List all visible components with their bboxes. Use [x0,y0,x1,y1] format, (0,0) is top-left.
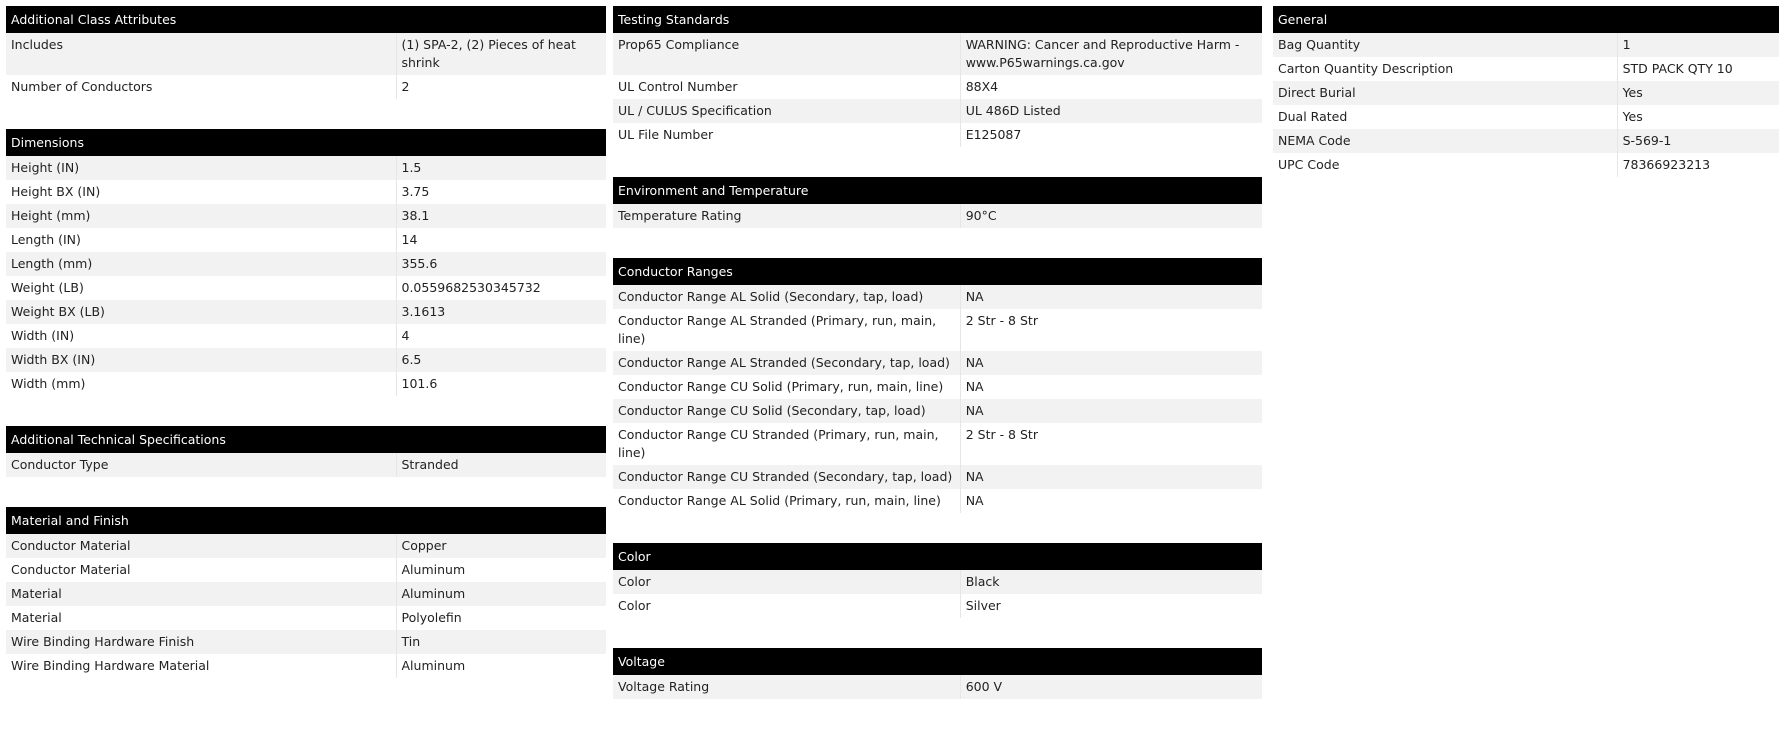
spec-table [6,534,606,678]
spec-label: Number of Conductors [6,75,396,99]
spec-value: 90°C [960,204,1262,228]
spec-row [613,594,1262,618]
spec-row [6,654,606,678]
spec-row [6,630,606,654]
spec-value: Aluminum [396,582,606,606]
spec-label: Conductor Range AL Stranded (Primary, run, main, line) [613,309,960,351]
spec-value: NA [960,285,1262,309]
spec-label: Direct Burial [1273,81,1617,105]
spec-label: NEMA Code [1273,129,1617,153]
spec-row [6,558,606,582]
spec-row [613,285,1262,309]
spec-table [613,285,1262,513]
spec-label: UL File Number [613,123,960,147]
section-title: Material and Finish [6,507,606,534]
spec-table [6,33,606,99]
section-testing-standards [613,6,1262,177]
section-spacer [613,618,1262,648]
spec-table [613,33,1262,147]
spec-label: Height (mm) [6,204,396,228]
spec-value: 3.1613 [396,300,606,324]
spec-row [6,276,606,300]
spec-row [613,489,1262,513]
spec-value: Aluminum [396,558,606,582]
spec-row [6,324,606,348]
spec-label: Weight (LB) [6,276,396,300]
section-spacer [6,99,606,129]
section-spacer [613,513,1262,543]
spec-value: E125087 [960,123,1262,147]
section-title: Dimensions [6,129,606,156]
spec-value: 0.0559682530345732 [396,276,606,300]
spec-value: 600 V [960,675,1262,699]
spec-row [6,204,606,228]
spec-label: Length (IN) [6,228,396,252]
section-title: Color [613,543,1262,570]
spec-value: NA [960,399,1262,423]
spec-row [613,75,1262,99]
spec-table [613,675,1262,699]
section-title: Additional Technical Specifications [6,426,606,453]
spec-row [613,351,1262,375]
spec-value: 1.5 [396,156,606,180]
spec-label: Color [613,594,960,618]
spec-value: 3.75 [396,180,606,204]
spec-label: Color [613,570,960,594]
spec-value: 6.5 [396,348,606,372]
spec-label: Conductor Range AL Solid (Primary, run, main, line) [613,489,960,513]
section-title: General [1273,6,1779,33]
section-title: Additional Class Attributes [6,6,606,33]
spec-row [6,156,606,180]
spec-label: Conductor Range AL Stranded (Secondary, tap, load) [613,351,960,375]
section-material-and-finish [6,507,606,678]
spec-label: Weight BX (LB) [6,300,396,324]
section-title: Voltage [613,648,1262,675]
section-color [613,543,1262,648]
spec-label: Width (mm) [6,372,396,396]
spec-row [613,675,1262,699]
spec-label: Includes [6,33,396,75]
spec-row [613,99,1262,123]
spec-value: 4 [396,324,606,348]
spec-row [613,465,1262,489]
spec-table [6,453,606,477]
spec-value: 78366923213 [1617,153,1779,177]
spec-label: Width BX (IN) [6,348,396,372]
spec-column-2 [613,6,1262,699]
spec-label: Voltage Rating [613,675,960,699]
spec-label: UL / CULUS Specification [613,99,960,123]
spec-table [6,156,606,396]
spec-label: Length (mm) [6,252,396,276]
spec-row [613,33,1262,75]
spec-label: Conductor Range CU Solid (Secondary, tap, load) [613,399,960,423]
spec-value: (1) SPA-2, (2) Pieces of heat shrink [396,33,606,75]
spec-row [613,399,1262,423]
spec-value: WARNING: Cancer and Reproductive Harm - www.P65warnings.ca.gov [960,33,1262,75]
spec-label: Wire Binding Hardware Finish [6,630,396,654]
section-spacer [613,228,1262,258]
spec-label: Wire Binding Hardware Material [6,654,396,678]
spec-value: 14 [396,228,606,252]
section-spacer [613,147,1262,177]
spec-value: NA [960,465,1262,489]
spec-label: Conductor Range CU Stranded (Primary, run, main, line) [613,423,960,465]
spec-row [613,309,1262,351]
spec-label: Conductor Material [6,534,396,558]
spec-value: STD PACK QTY 10 [1617,57,1779,81]
spec-label: Height (IN) [6,156,396,180]
section-voltage [613,648,1262,699]
spec-row [1273,81,1779,105]
spec-label: Conductor Type [6,453,396,477]
spec-value: NA [960,489,1262,513]
spec-value: Stranded [396,453,606,477]
spec-row [1273,129,1779,153]
spec-row [6,372,606,396]
spec-row [6,453,606,477]
spec-row [6,228,606,252]
spec-value: Yes [1617,105,1779,129]
spec-label: Material [6,582,396,606]
spec-value: 2 Str - 8 Str [960,423,1262,465]
spec-label: Temperature Rating [613,204,960,228]
spec-column-3 [1273,6,1779,177]
spec-label: Conductor Range CU Stranded (Secondary, tap, load) [613,465,960,489]
spec-label: Width (IN) [6,324,396,348]
section-title: Testing Standards [613,6,1262,33]
spec-row [6,606,606,630]
spec-value: 38.1 [396,204,606,228]
spec-label: UPC Code [1273,153,1617,177]
spec-row [613,570,1262,594]
section-additional-technical-specifications [6,426,606,507]
spec-row [613,204,1262,228]
spec-label: Conductor Range AL Solid (Secondary, tap, load) [613,285,960,309]
spec-value: Copper [396,534,606,558]
spec-row [6,33,606,75]
spec-label: Prop65 Compliance [613,33,960,75]
section-conductor-ranges [613,258,1262,543]
spec-value: NA [960,351,1262,375]
spec-row [6,180,606,204]
spec-value: NA [960,375,1262,399]
spec-label: Bag Quantity [1273,33,1617,57]
spec-value: 2 [396,75,606,99]
spec-row [1273,33,1779,57]
spec-value: 101.6 [396,372,606,396]
spec-value: 2 Str - 8 Str [960,309,1262,351]
spec-table [1273,33,1779,177]
spec-value: S-569-1 [1617,129,1779,153]
section-spacer [6,477,606,507]
spec-label: Carton Quantity Description [1273,57,1617,81]
section-dimensions [6,129,606,426]
spec-row [1273,105,1779,129]
spec-column-1 [6,6,606,678]
section-title: Environment and Temperature [613,177,1262,204]
spec-row [613,375,1262,399]
spec-label: UL Control Number [613,75,960,99]
spec-row [613,423,1262,465]
spec-label: Material [6,606,396,630]
spec-value: Yes [1617,81,1779,105]
spec-row [6,534,606,558]
spec-label: Height BX (IN) [6,180,396,204]
spec-row [1273,153,1779,177]
spec-label: Conductor Material [6,558,396,582]
spec-table [613,570,1262,618]
spec-label: Conductor Range CU Solid (Primary, run, main, line) [613,375,960,399]
spec-row [6,300,606,324]
spec-value: Silver [960,594,1262,618]
spec-row [1273,57,1779,81]
section-additional-class-attributes [6,6,606,129]
spec-value: 355.6 [396,252,606,276]
spec-row [6,252,606,276]
spec-row [6,75,606,99]
spec-row [6,582,606,606]
spec-value: 88X4 [960,75,1262,99]
spec-row [613,123,1262,147]
spec-table [613,204,1262,228]
spec-label: Dual Rated [1273,105,1617,129]
spec-value: Aluminum [396,654,606,678]
spec-value: UL 486D Listed [960,99,1262,123]
section-title: Conductor Ranges [613,258,1262,285]
section-general [1273,6,1779,177]
spec-row [6,348,606,372]
spec-value: Tin [396,630,606,654]
section-environment-and-temperature [613,177,1262,258]
section-spacer [6,396,606,426]
spec-value: 1 [1617,33,1779,57]
spec-value: Black [960,570,1262,594]
spec-value: Polyolefin [396,606,606,630]
